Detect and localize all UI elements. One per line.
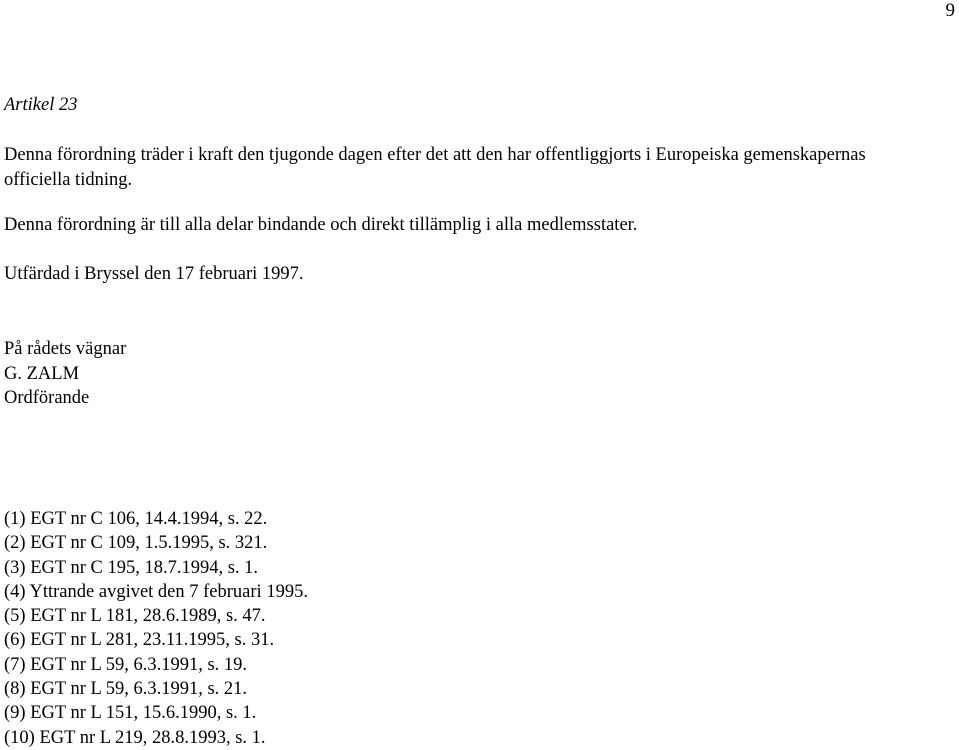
article-paragraph-binding: Denna förordning är till alla delar bindande och direkt tillämplig i alla medlemsstater. <box>4 215 638 235</box>
footnotes-list <box>4 507 308 750</box>
signature-title: Ordförande <box>4 388 90 408</box>
footnote-item: (7) EGT nr L 59, 6.3.1991, s. 19. <box>4 654 248 675</box>
article-paragraph-entry-into-force: Denna förordning träder i kraft den tjugonde dagen efter det att den har offentliggjorts i Europeiska gemenskapernas officiella tidning. <box>4 145 866 190</box>
footnote-item: (10) EGT nr L 219, 28.8.1993, s. 1. <box>4 727 266 748</box>
footnote-item: (6) EGT nr L 281, 23.11.1995, s. 31. <box>4 630 275 651</box>
page-number: 9 <box>945 0 955 21</box>
footnote-item: (3) EGT nr C 195, 18.7.1994, s. 1. <box>4 557 259 578</box>
article-paragraph-done-at: Utfärdad i Bryssel den 17 februari 1997. <box>4 264 304 284</box>
footnote-item: (1) EGT nr C 106, 14.4.1994, s. 22. <box>4 509 268 529</box>
footnote-item: (9) EGT nr L 151, 15.6.1990, s. 1. <box>4 703 257 724</box>
signature-name: G. ZALM <box>4 363 80 384</box>
footnote-item: (4) Yttrande avgivet den 7 februari 1995. <box>4 581 308 602</box>
footnote-item: (8) EGT nr L 59, 6.3.1991, s. 21. <box>4 679 248 700</box>
article-heading: Artikel 23 <box>4 95 78 115</box>
signature-block <box>4 337 126 411</box>
footnote-item: (2) EGT nr C 109, 1.5.1995, s. 321. <box>4 533 268 554</box>
signature-council-line: På rådets vägnar <box>4 339 127 359</box>
footnote-item: (5) EGT nr L 181, 28.6.1989, s. 47. <box>4 606 266 627</box>
